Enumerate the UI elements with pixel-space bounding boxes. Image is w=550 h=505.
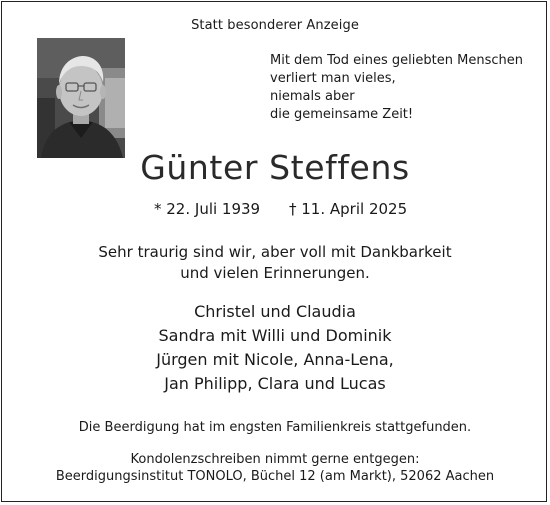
grief-statement bbox=[0, 242, 550, 284]
grief-line: Sehr traurig sind wir, aber voll mit Dankbarkeit bbox=[98, 243, 452, 261]
quote-line: verliert man vieles, bbox=[270, 71, 396, 86]
condolence-info bbox=[0, 451, 550, 485]
memorial-quote bbox=[270, 52, 523, 124]
quote-line: Mit dem Tod eines geliebten Menschen bbox=[270, 53, 523, 68]
family-line: Jürgen mit Nicole, Anna-Lena, bbox=[156, 350, 394, 369]
birth-date: * 22. Juli 1939 bbox=[154, 200, 261, 218]
condolence-line: Beerdigungsinstitut TONOLO, Büchel 12 (am Markt), 52062 Aachen bbox=[55, 469, 495, 484]
quote-line: die gemeinsame Zeit! bbox=[270, 107, 414, 122]
deceased-name: Günter Steffens bbox=[140, 148, 410, 187]
mourning-family bbox=[0, 300, 550, 396]
grief-line: und vielen Erinnerungen. bbox=[180, 264, 370, 282]
header-note: Statt besonderer Anzeige bbox=[191, 18, 359, 33]
death-date: † 11. April 2025 bbox=[289, 200, 408, 218]
family-line: Jan Philipp, Clara und Lucas bbox=[164, 374, 386, 393]
family-line: Christel und Claudia bbox=[194, 302, 356, 321]
portrait-photo bbox=[37, 38, 125, 158]
condolence-line: Kondolenzschreiben nimmt gerne entgegen: bbox=[130, 452, 420, 467]
funeral-note: Die Beerdigung hat im engsten Familienkreis stattgefunden. bbox=[78, 420, 472, 435]
quote-line: niemals aber bbox=[270, 89, 355, 104]
family-line: Sandra mit Willi und Dominik bbox=[158, 326, 392, 345]
